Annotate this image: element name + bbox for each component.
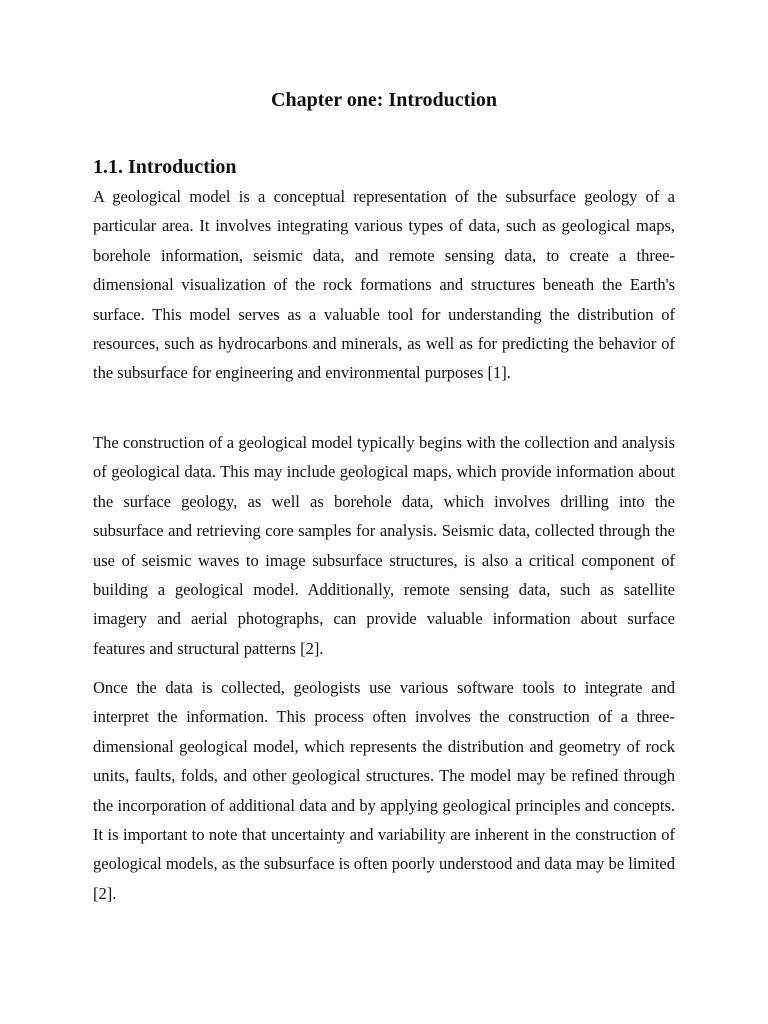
paragraph-2: The construction of a geological model typically begins with the collection and analysis of geological data. This may include geological maps, which provide information about the surface geology, as well as borehole data, which involves drilling into the subsurface and retrieving core samples for analysis. Seismic data, collected through the use of seismic waves to image subsurface structures, is also a critical component of building a geological model. Additionally, remote sensing data, such as satellite imagery and aerial photographs, can provide valuable information about surface features and structural patterns [2]. — [93, 433, 675, 658]
paragraph-1: A geological model is a conceptual representation of the subsurface geology of a particular area. It involves integrating various types of data, such as geological maps, borehole information, seismic data, and remote sensing data, to create a three-dimensional visualization of the rock formations and structures beneath the Earth's surface. This model serves as a valuable tool for understanding the distribution of resources, such as hydrocarbons and minerals, as well as for predicting the behavior of the subsurface for engineering and environmental purposes [1]. — [93, 187, 675, 383]
section-heading: 1.1. Introduction — [93, 156, 237, 178]
chapter-title: Chapter one: Introduction — [271, 89, 497, 111]
paragraph-3: Once the data is collected, geologists use various software tools to integrate and interpret the information. This process often involves the construction of a three-dimensional geological model, which represents the distribution and geometry of rock units, faults, folds, and other geological structures. The model may be refined through the incorporation of additional data and by applying geological principles and concepts. It is important to note that uncertainty and variability are inherent in the construction of geological models, as the subsurface is often poorly understood and data may be limited [2]. — [93, 678, 675, 903]
